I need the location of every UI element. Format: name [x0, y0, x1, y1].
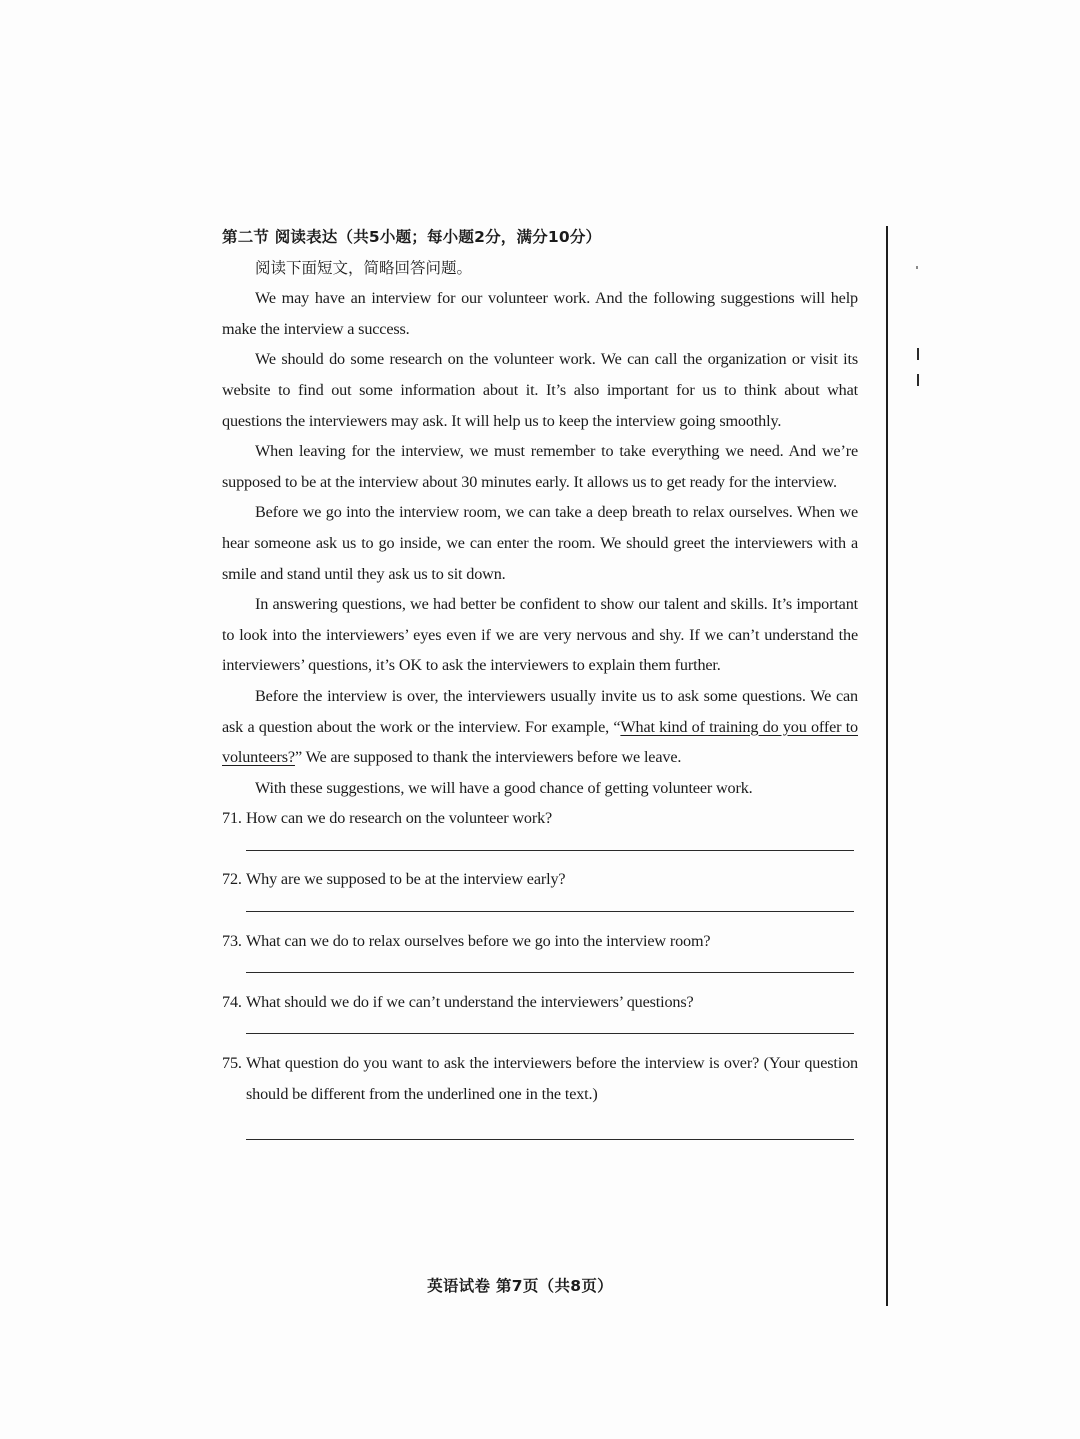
question-text: What should we do if we can’t understand the interviewers’ questions?	[246, 992, 694, 1011]
answer-line-75[interactable]	[222, 1109, 858, 1155]
passage-paragraph-4: Before we go into the interview room, we can take a deep breath to relax ourselves. When we hear someone ask us to go inside, we can enter the room. We should greet the interviewers with a smile and stand until they ask us to sit down.	[222, 503, 858, 583]
passage-paragraph-5: In answering questions, we had better be confident to show our talent and skills. It’s important to look into the interviewers’ eyes even if we are very nervous and shy. If we can’t understand the interviewers’ questions, it’s OK to ask the interviewers to explain them further.	[222, 595, 858, 675]
passage-paragraph-7: With these suggestions, we will have a good chance of getting volunteer work.	[255, 778, 753, 797]
question-text: What can we do to relax ourselves before we go into the interview room?	[246, 931, 711, 950]
question-71	[222, 803, 858, 834]
underlined-example-question: What kind of training do you offer to volunteers?	[222, 717, 858, 767]
page-footer: 英语试卷 第7页（共8页）	[427, 1277, 613, 1295]
paragraph-6-text-after: ” We are supposed to thank the interviewers before we leave.	[294, 748, 682, 767]
binding-margin-line	[886, 226, 888, 1306]
passage-paragraph-2: We should do some research on the volunteer work. We can call the organization or visit its website to find out some information about it. It’s also important for us to think about what questions the interviewers may ask. It will help us to keep the interview going smoothly.	[222, 350, 858, 430]
question-number: 71.	[222, 809, 242, 828]
section-instruction: 阅读下面短文，简略回答问题。	[255, 258, 473, 277]
question-text: How can we do research on the volunteer work?	[246, 809, 553, 828]
question-74	[222, 987, 858, 1018]
answer-line-71[interactable]	[222, 834, 858, 865]
question-text: What question do you want to ask the interviewers before the interview is over? (Your question should be different from the underlined one in the text.)	[246, 1054, 858, 1103]
question-number: 75.	[222, 1054, 242, 1073]
binding-tick-mark	[917, 374, 919, 386]
passage-paragraph-6	[222, 681, 858, 773]
reading-expression-section	[222, 222, 858, 1155]
question-number: 73.	[222, 931, 242, 950]
question-number: 74.	[222, 992, 242, 1011]
binding-tick-mark	[917, 348, 919, 360]
reading-passage	[222, 283, 858, 803]
question-number: 72.	[222, 870, 242, 889]
answer-line-73[interactable]	[222, 956, 858, 987]
answer-line-74[interactable]	[222, 1017, 858, 1048]
section-title: 第二节 阅读表达（共5小题；每小题2分，满分10分）	[222, 228, 602, 246]
question-75	[222, 1048, 858, 1109]
paragraph-6-text-before: Before the interview is over, the interviewers usually invite us to ask some questions. We can ask a question about the work or the interview. For example, “	[222, 686, 858, 736]
answer-line-72[interactable]	[222, 895, 858, 926]
question-72	[222, 864, 858, 895]
scan-speck	[916, 266, 918, 269]
question-list	[222, 803, 858, 1155]
question-73	[222, 926, 858, 957]
question-text: Why are we supposed to be at the interview early?	[246, 870, 566, 889]
passage-paragraph-3: When leaving for the interview, we must remember to take everything we need. And we’re supposed to be at the interview about 30 minutes early. It allows us to get ready for the interview.	[222, 442, 858, 491]
passage-paragraph-1: We may have an interview for our volunteer work. And the following suggestions will help make the interview a success.	[222, 289, 858, 338]
